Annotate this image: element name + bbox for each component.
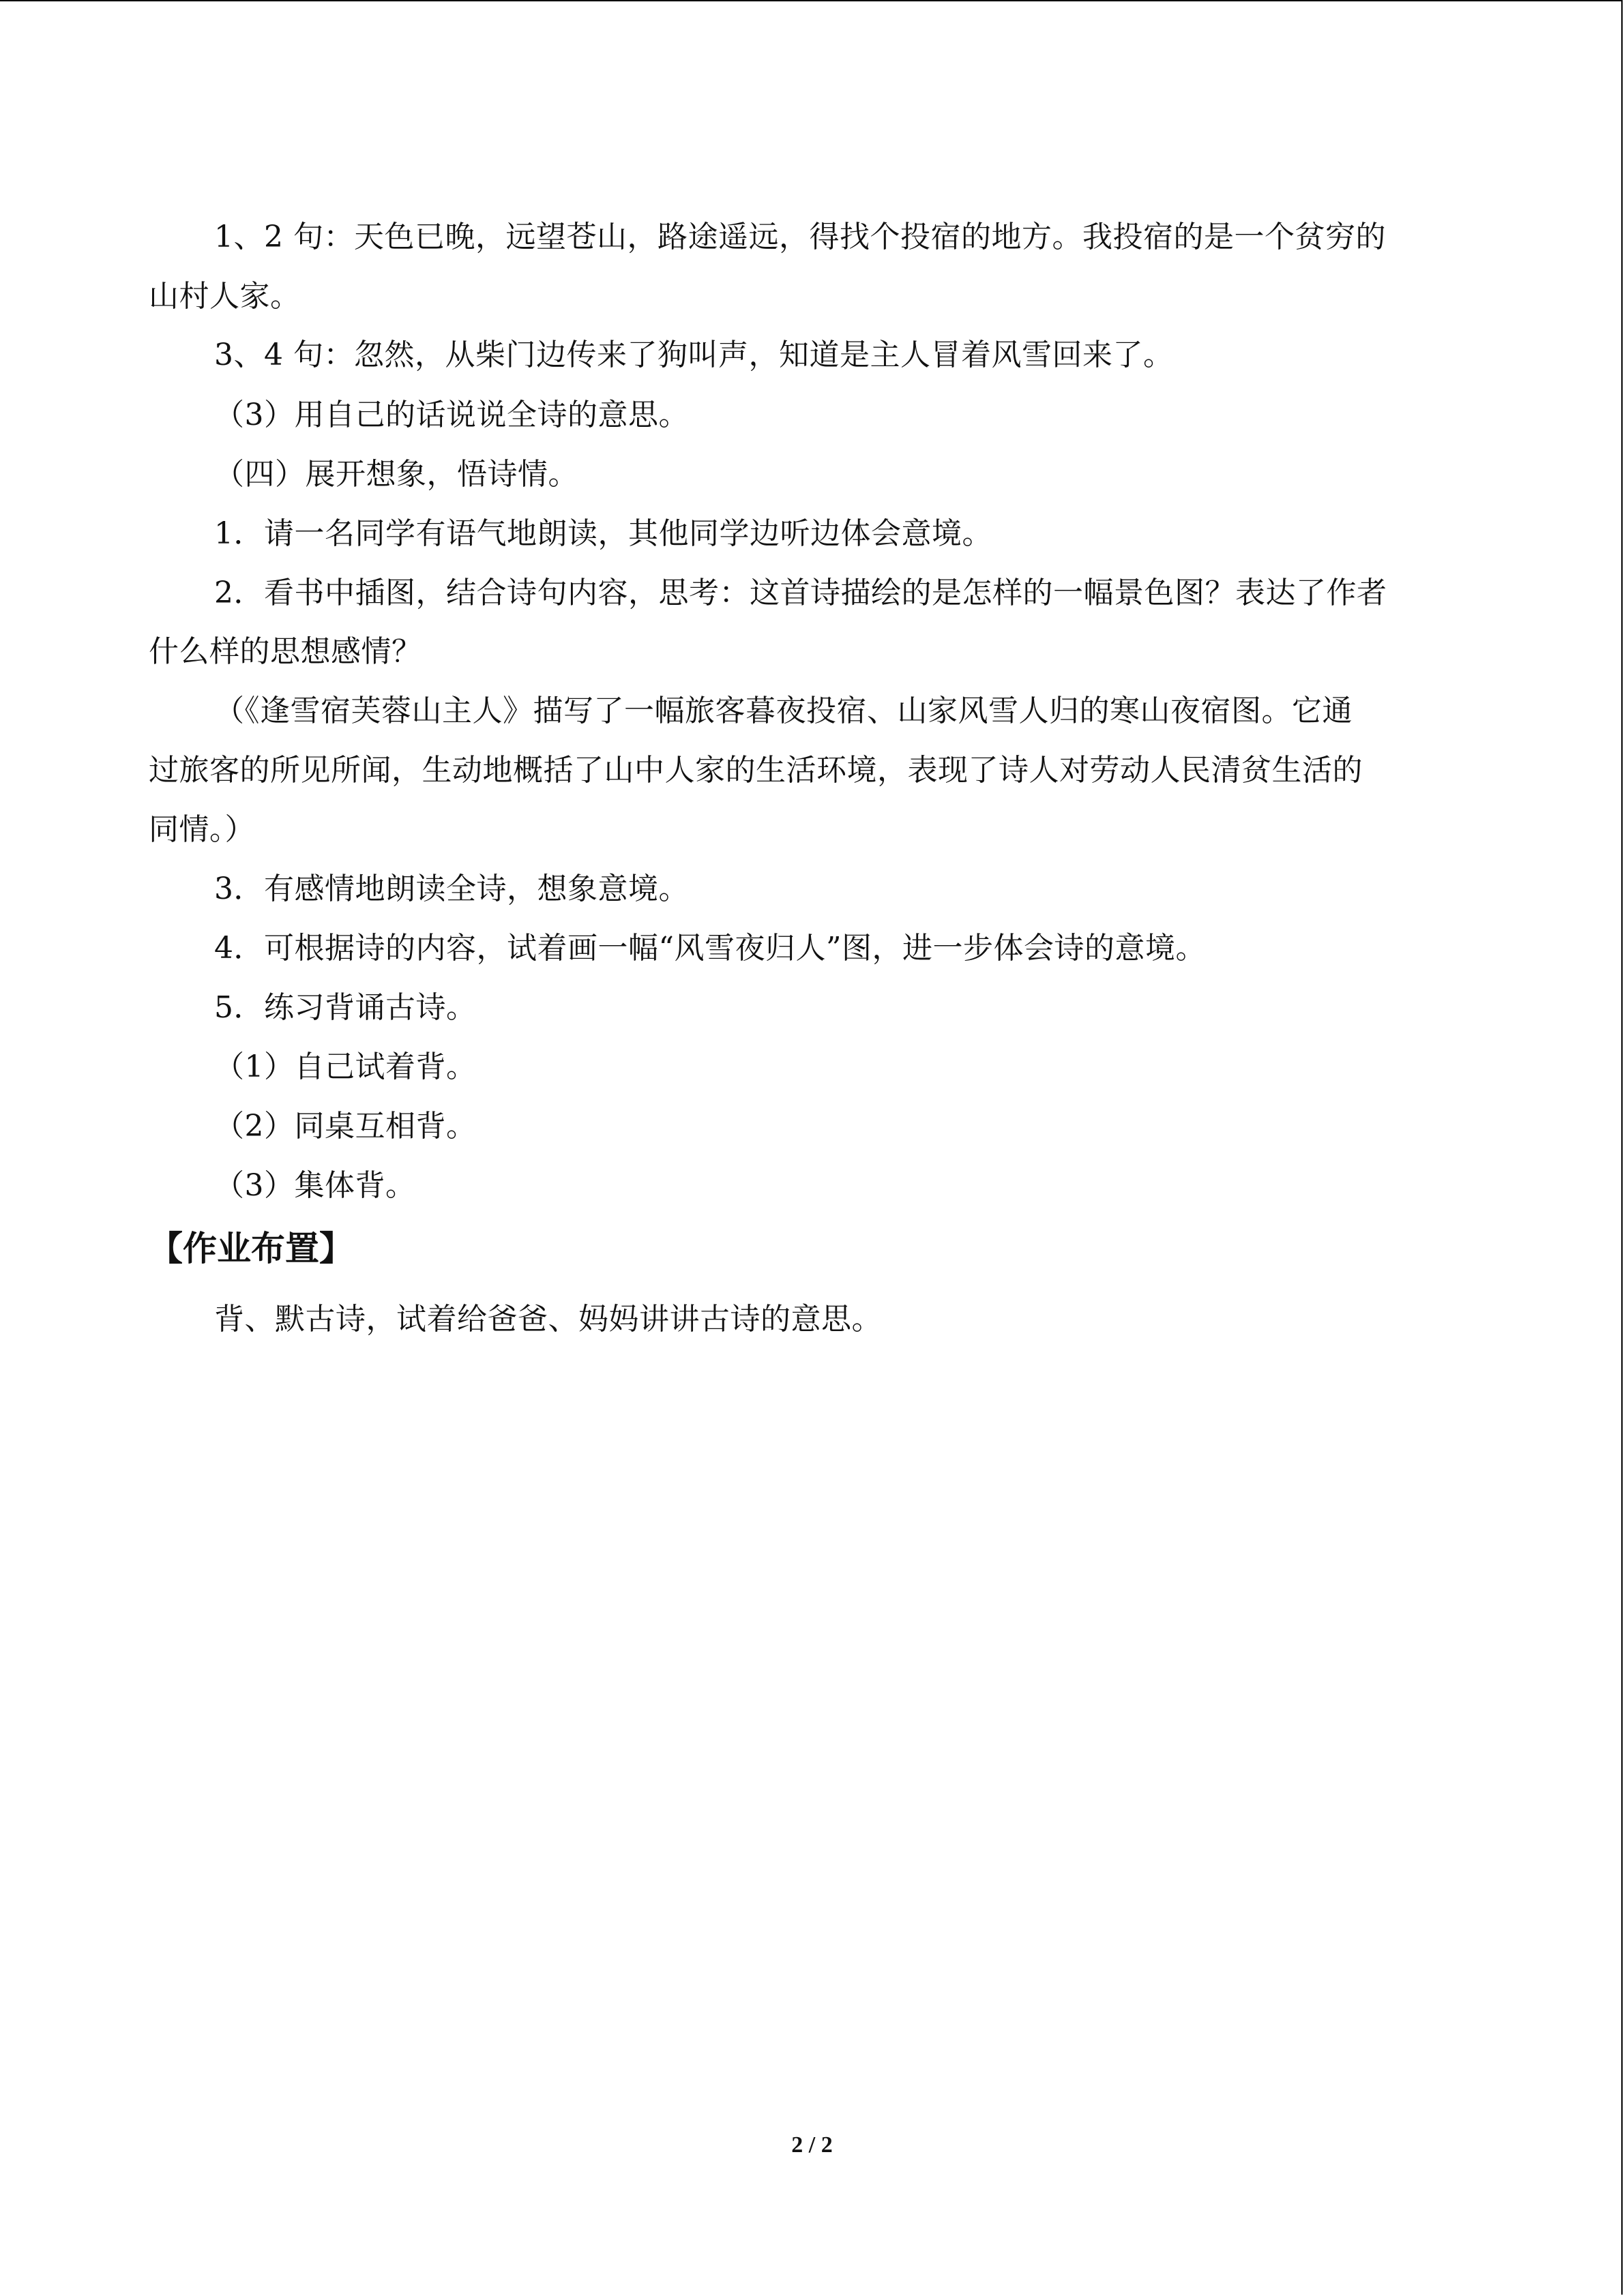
list-item: 1．请一名同学有语气地朗读，其他同学边听边体会意境。 <box>214 516 992 551</box>
list-item: 2．看书中插图，结合诗句内容，思考：这首诗描绘的是怎样的一幅景色图？表达了作者 <box>214 576 1387 610</box>
paragraph-line: （《逢雪宿芙蓉山主人》描写了一幅旅客暮夜投宿、山家风雪人归的寒山夜宿图。它通 <box>214 694 1353 728</box>
paragraph-line: 山村人家。 <box>149 279 301 314</box>
list-item: 4．可根据诗的内容，试着画一幅“风雪夜归人”图，进一步体会诗的意境。 <box>214 931 1206 966</box>
list-item: 5．练习背诵古诗。 <box>214 990 477 1025</box>
list-item: （1）自己试着背。 <box>214 1049 477 1084</box>
homework-heading: 【作业布置】 <box>149 1229 353 1268</box>
list-item: （2）同桌互相背。 <box>214 1109 477 1144</box>
section-subheading: （四）展开想象，悟诗情。 <box>214 457 578 492</box>
paragraph-line: 什么样的思想感情？ <box>149 634 422 669</box>
paragraph-line: 过旅客的所见所闻，生动地概括了山中人家的生活环境，表现了诗人对劳动人民清贫生活的 <box>149 753 1363 788</box>
paragraph-line: （3）用自己的话说说全诗的意思。 <box>214 398 689 432</box>
list-item: 3．有感情地朗读全诗，想象意境。 <box>214 871 689 906</box>
page-number: 2 / 2 <box>791 2132 833 2158</box>
homework-text: 背、默古诗，试着给爸爸、妈妈讲讲古诗的意思。 <box>214 1302 882 1337</box>
paragraph-line: 3、4 句：忽然，从柴门边传来了狗叫声，知道是主人冒着风雪回来了。 <box>214 338 1174 372</box>
list-item: （3）集体背。 <box>214 1168 416 1203</box>
paragraph-line: 同情。） <box>149 812 255 847</box>
paragraph-line: 1、2 句：天色已晚，远望苍山，路途遥远，得找个投宿的地方。我投宿的是一个贫穷的 <box>214 220 1386 254</box>
